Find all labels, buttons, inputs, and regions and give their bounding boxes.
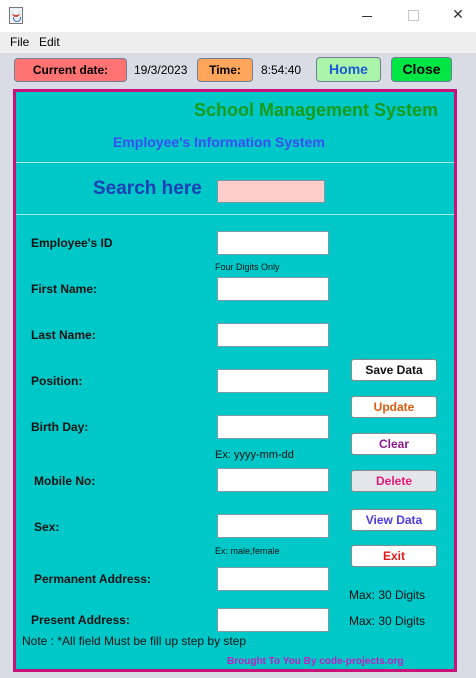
- toolbar: [0, 53, 476, 87]
- search-label: Search here: [93, 178, 202, 199]
- title-bar: [0, 0, 476, 32]
- menu-edit[interactable]: Edit: [39, 35, 60, 49]
- sex-input[interactable]: [217, 514, 329, 538]
- close-button[interactable]: Close: [391, 57, 452, 82]
- menu-bar: [0, 32, 476, 53]
- sex-label: Sex:: [34, 520, 60, 534]
- first-name-input[interactable]: [217, 277, 329, 301]
- employee-id-hint: Four Digits Only: [215, 262, 280, 272]
- divider-top: [16, 162, 454, 163]
- birth-day-hint: Ex: yyyy-mm-dd: [215, 449, 294, 461]
- home-button[interactable]: Home: [316, 57, 381, 82]
- maximize-button[interactable]: [398, 4, 428, 26]
- employee-id-label: Employee's ID: [31, 236, 113, 250]
- time-label: Time:: [197, 58, 253, 82]
- delete-button[interactable]: Delete: [351, 470, 437, 492]
- permanent-address-label: Permanent Address:: [34, 572, 151, 586]
- update-button[interactable]: Update: [351, 396, 437, 418]
- first-name-label: First Name:: [31, 282, 98, 296]
- permanent-address-hint: Max: 30 Digits: [349, 588, 426, 602]
- position-input[interactable]: [217, 369, 329, 393]
- employee-panel: [13, 89, 457, 672]
- java-app-icon: [9, 7, 23, 24]
- footer-note: Note : *All field Must be fill up step by step: [22, 634, 247, 648]
- page-subtitle: Employee's Information System: [113, 134, 325, 150]
- employee-id-input[interactable]: [217, 231, 329, 255]
- mobile-no-label: Mobile No:: [34, 474, 96, 488]
- birth-day-label: Birth Day:: [31, 420, 89, 434]
- present-address-hint: Max: 30 Digits: [349, 614, 426, 628]
- exit-button[interactable]: Exit: [351, 545, 437, 567]
- divider-search: [16, 214, 454, 215]
- last-name-input[interactable]: [217, 323, 329, 347]
- minimize-button[interactable]: [352, 4, 382, 26]
- page-title: School Management System: [194, 100, 439, 120]
- last-name-label: Last Name:: [31, 328, 96, 342]
- position-label: Position:: [31, 374, 83, 388]
- current-date-label: Current date:: [14, 58, 127, 82]
- search-input[interactable]: [217, 180, 325, 203]
- time-value: 8:54:40: [261, 63, 302, 77]
- mobile-no-input[interactable]: [217, 468, 329, 492]
- sex-hint: Ex: male,female: [215, 546, 280, 556]
- view-data-button[interactable]: View Data: [351, 509, 437, 531]
- credit-text: Brought To You By code-projects.org: [227, 656, 404, 667]
- present-address-label: Present Address:: [31, 613, 130, 627]
- menu-file[interactable]: File: [10, 35, 30, 49]
- clear-button[interactable]: Clear: [351, 433, 437, 455]
- present-address-input[interactable]: [217, 608, 329, 632]
- birth-day-input[interactable]: [217, 415, 329, 439]
- close-window-button[interactable]: ✕: [452, 7, 464, 23]
- permanent-address-input[interactable]: [217, 567, 329, 591]
- save-data-button[interactable]: Save Data: [351, 359, 437, 381]
- current-date-value: 19/3/2023: [134, 63, 188, 77]
